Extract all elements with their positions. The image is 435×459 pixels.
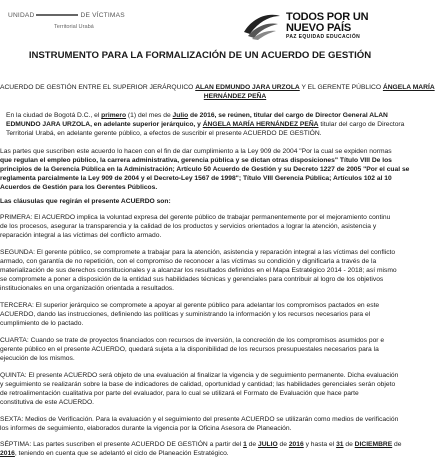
todos-por-un-nuevo-pais-logo	[242, 8, 372, 44]
logo-text-unidad: UNIDAD	[8, 12, 35, 19]
logo-line-1: TODOS POR UN	[286, 11, 369, 23]
logo-bar	[36, 14, 78, 16]
gerente-name: ÁNGELA MARÍA	[382, 84, 435, 91]
clause-primera: PRIMERA: El ACUERDO implica la voluntad expresa del gerente público de trabajar permanentemente por el mejoramiento continu	[0, 214, 391, 221]
colombia-flag-swoosh-icon	[242, 10, 282, 40]
clause-segunda: SEGUNDA: El gerente público, se compromete a trabajar para la atención, asistencia y reparación integral a las víctimas del conflicto	[0, 249, 396, 256]
clause-tercera: TERCERA: El superior jerárquico se compromete a apoyar al gerente público para adelantar los compromisos pactados en este	[0, 302, 380, 309]
document-title: INSTRUMENTO PARA LA FORMALIZACIÓN DE UN ACUERDO DE GESTIÓN	[28, 50, 372, 61]
legal-basis-paragraph: Las partes que suscriben este acuerdo lo hacen con el fin de dar cumplimiento a la Ley 909 de 2004 "Por la cual se expiden normas	[0, 148, 392, 155]
meeting-paragraph: En la ciudad de Bogotá D.C., el primero (1) del mes de Julio de 2016, se reúnen, titular del cargo de Director General ALAN	[6, 112, 388, 119]
clause-sexta: SEXTA: Medios de Verificación. Para la evaluación y el seguimiento del presente ACUERDO se utilizarán como medios de verificación	[0, 416, 399, 423]
clause-quinta: QUINTA: El presente ACUERDO será objeto de una evaluación al finalizar la vigencia y de seguimiento permanente. Dicha evaluación	[0, 372, 399, 379]
clause-septima: SÉPTIMA: Las partes suscriben el presente ACUERDO DE GESTIÓN a partir del 1 de JULIO de 2016 y hasta el 31 de DICIEMBRE de	[0, 441, 402, 448]
unidad-victimas-logo	[8, 12, 140, 38]
logo-line-2: NUEVO PAÍS	[286, 22, 352, 34]
logo-text-victimas: DE VÍCTIMAS	[80, 12, 125, 19]
gerente-surname: HERNÁNDEZ PEÑA	[203, 93, 267, 100]
superior-name: ALAN EDMUNDO JARA URZOLA	[195, 84, 300, 91]
clauses-intro: Las cláusulas que regirán el presente ACUERDO son:	[0, 198, 171, 205]
logo-line-3: PAZ EQUIDAD EDUCACIÓN	[286, 34, 361, 40]
document-page: UNIDAD DE VÍCTIMAS Territorial Urabá TODOS POR UN NUEVO PAÍS PAZ EQUIDAD EDUCACIÓN INSTRUMENTO PARA LA FORMALIZACIÓN DE UN ACUERDO DE GESTIÓN ACUERDO DE GESTIÓN ENTRE EL SUPERIOR JERÁRQUICO ALAN EDMUNDO JARA URZOLA Y EL GERENTE PÚBLICO ÁNGELA MARÍA HERNÁNDEZ PEÑA En la ciudad de Bogotá D.C., el primero (1) del mes de Julio de 2016, se reúnen, titular del cargo de Director General ALAN EDMUNDO JARA URZOLA, en adelante superior jerárquico, y ÁNGELA MARÍA HERNÁNDEZ PEÑA titular del cargo de Directora Territorial Urabá, en adelante gerente público, a efectos de suscribir el presente ACUERDO DE GESTIÓN. Las partes que suscriben este acuerdo lo hacen con el fin de dar cumplimiento a la Ley 909 de 2004 "Por la cual se expiden normas que regulan el empleo público, la carrera administrativa, gerencia pública y se dictan otras disposiciones" Título VIII De los principios de la Gerencia Pública en la Administración; Artículo 50 Acuerdo de Gestión y su Decreto 1227 de 2005 "Por el cual se reglamenta parcialmente la Ley 909 de 2004 y el Decreto-Ley 1567 de 1998"; Título VIII Gerencia Pública; Artículos 102 al 10 Acuerdos de Gestión para los Gerentes Públicos. Las cláusulas que regirán el presente ACUERDO son: PRIMERA: El ACUERDO implica la voluntad expresa del gerente público de trabajar permanentemente por el mejoramiento continu de los procesos, asegurar la transparencia y la calidad de los productos y servicios orientados a lograr la atención, asistencia y reparación integral a las víctimas del conflicto armado. SEGUNDA: El gerente público, se compromete a trabajar para la atención, asistencia y reparación integral a las víctimas del conflicto armado, con garantía de no repetición, con el compromiso de reconocer a las víctimas su condición y dignificarla a través de la materialización de sus derechos constitucionales y a alcanzar los resultados definidos en el Mapa Estratégico 2014 - 2018; así mismo se compromete a poner a disposición de la entidad sus habilidades técnicas y gerenciales para contribuir al logro de los objetivos institucionales en una organización orientada a resultados. TERCERA: El superior jerárquico se compromete a apoyar al gerente público para adelantar los compromisos pactados en este ACUERDO, dando las instrucciones, definiendo las políticas y suministrando la información y los recursos necesarios para el cumplimiento de lo pactado. CUARTA: Cuando se trate de proyectos financiados con recursos de inversión, la concreción de los compromisos asumidos por e gerente público en el presente ACUERDO, quedará sujeta a la disponibilidad de los recursos presupuestales necesarios para la ejecución de los mismos. QUINTA: El presente ACUERDO será objeto de una evaluación al finalizar la vigencia y de seguimiento permanente. Dicha evaluación y seguimiento se realizarán sobre la base de indicadores de calidad, oportunidad y cantidad; las habilidades gerenciales serán objeto de retroalimentación cualitativa por parte del evaluador, para lo cual se utilizará el Formato de Evaluación que hace parte constitutiva de este ACUERDO. SEXTA: Medios de Verificación. Para la evaluación y el seguimiento del presente ACUERDO se utilizarán como medios de verificación los informes de seguimiento, elaborados durante la vigencia por la Oficina Asesora de Planeación. SÉPTIMA: Las partes suscriben el presente ACUERDO DE GESTIÓN a partir del 1 de JULIO de 2016 y hasta el 31 de DICIEMBRE de 2016, teniendo en cuenta que se adelantó el ciclo de Planeación Estratégico.	[0, 0, 400, 459]
clause-cuarta: CUARTA: Cuando se trate de proyectos financiados con recursos de inversión, la concreción de los compromisos asumidos por e	[0, 337, 385, 344]
logo-text-territorial: Territorial Urabá	[54, 24, 94, 30]
intro-line: ACUERDO DE GESTIÓN ENTRE EL SUPERIOR JERÁRQUICO ALAN EDMUNDO JARA URZOLA Y EL GERENTE PÚBLICO ÁNGELA MARÍA	[0, 84, 435, 91]
